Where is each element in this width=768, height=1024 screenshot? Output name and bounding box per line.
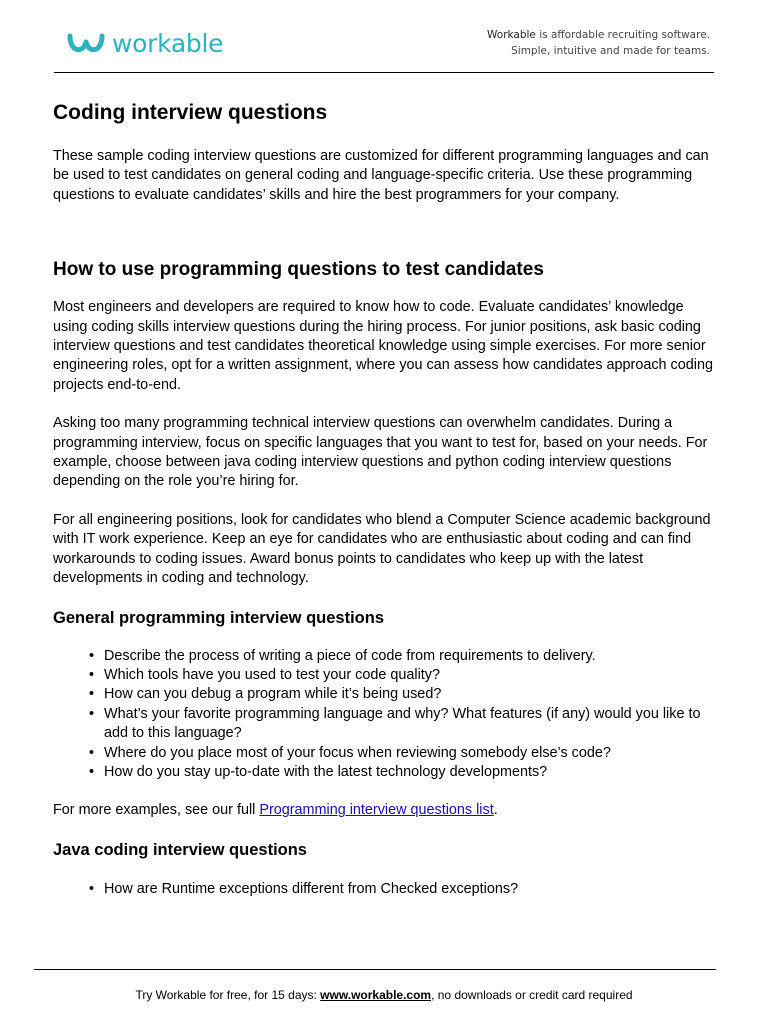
- paragraph: Asking too many programming technical interview questions can overwhelm candidates. During a programming interview, focus on specific languages that you want to test for, based on your needs. For example, choose between java coding interview questions and python coding interview questions depending on the role you’re hiring for.: [53, 415, 708, 490]
- paragraph: Most engineers and developers are required to know how to code. Evaluate candidates’ knowledge using coding skills interview questions during the hiring process. For junior positions, ask basic coding interview questions and test candidates theoretical knowledge using simple exercises. For more senior engineering roles, opt for a written assignment, where you can assess how candidates approach coding projects end-to-end.: [53, 299, 713, 393]
- tagline-brand: Workable: [487, 29, 536, 41]
- footer-suffix: , no downloads or credit card required: [431, 988, 633, 1002]
- section-heading-general-questions: General programming interview questions: [53, 608, 384, 627]
- list-item: • Describe the process of writing a piece of code from requirements to delivery.: [104, 647, 717, 666]
- section-heading-java-questions: Java coding interview questions: [53, 840, 307, 859]
- header-divider: [54, 72, 714, 73]
- java-questions-list: [53, 880, 717, 899]
- workable-website-link[interactable]: www.workable.com: [320, 988, 432, 1002]
- section-heading-how-to-use: How to use programming questions to test candidates: [53, 259, 544, 281]
- paragraph: For all engineering positions, look for candidates who blend a Computer Science academic background with IT work experience. Keep an eye for candidates who are enthusiastic about coding and can find workarounds to coding issues. Award bonus points to candidates who keep up with the latest developments in coding and technology.: [53, 511, 711, 587]
- list-item: • Where do you place most of your focus when reviewing somebody else’s code?: [104, 744, 717, 763]
- list-item: • How can you debug a program while it’s being used?: [104, 685, 717, 704]
- more-examples-paragraph: [53, 801, 717, 820]
- footer-prefix: Try Workable for free, for 15 days:: [135, 988, 321, 1002]
- list-item: • Which tools have you used to test your code quality?: [104, 666, 717, 685]
- page-title: Coding interview questions: [53, 101, 328, 124]
- programming-questions-list-link[interactable]: Programming interview questions list: [259, 802, 494, 819]
- list-item: • How are Runtime exceptions different from Checked exceptions?: [104, 880, 717, 899]
- tagline-line-2: Simple, intuitive and made for teams.: [511, 45, 710, 57]
- workable-logo[interactable]: [66, 26, 223, 62]
- article-body: [53, 96, 717, 899]
- page-header: [0, 0, 768, 73]
- list-item: • How do you stay up-to-date with the latest technology developments?: [104, 763, 717, 782]
- more-examples-suffix: .: [493, 802, 498, 819]
- tagline-line-1: [487, 27, 710, 43]
- footer-divider: [34, 969, 716, 970]
- list-item: • What’s your favorite programming language and why? What features (if any) would you like to add to this language?: [104, 705, 717, 744]
- logo-wordmark: workable: [112, 29, 224, 58]
- page-footer: [0, 987, 768, 1003]
- workable-logo-icon: [66, 30, 106, 58]
- tagline-line-1-text: is affordable recruiting software.: [535, 29, 710, 41]
- intro-paragraph: These sample coding interview questions are customized for different programming languages and can be used to test candidates on general coding and language-specific criteria. Use these programming questions to evaluate candidates’ skills and hire the best programmers for your company.: [53, 148, 709, 203]
- header-tagline: [487, 27, 710, 59]
- general-questions-list: [53, 647, 717, 783]
- more-examples-prefix: For more examples, see our full: [53, 802, 260, 819]
